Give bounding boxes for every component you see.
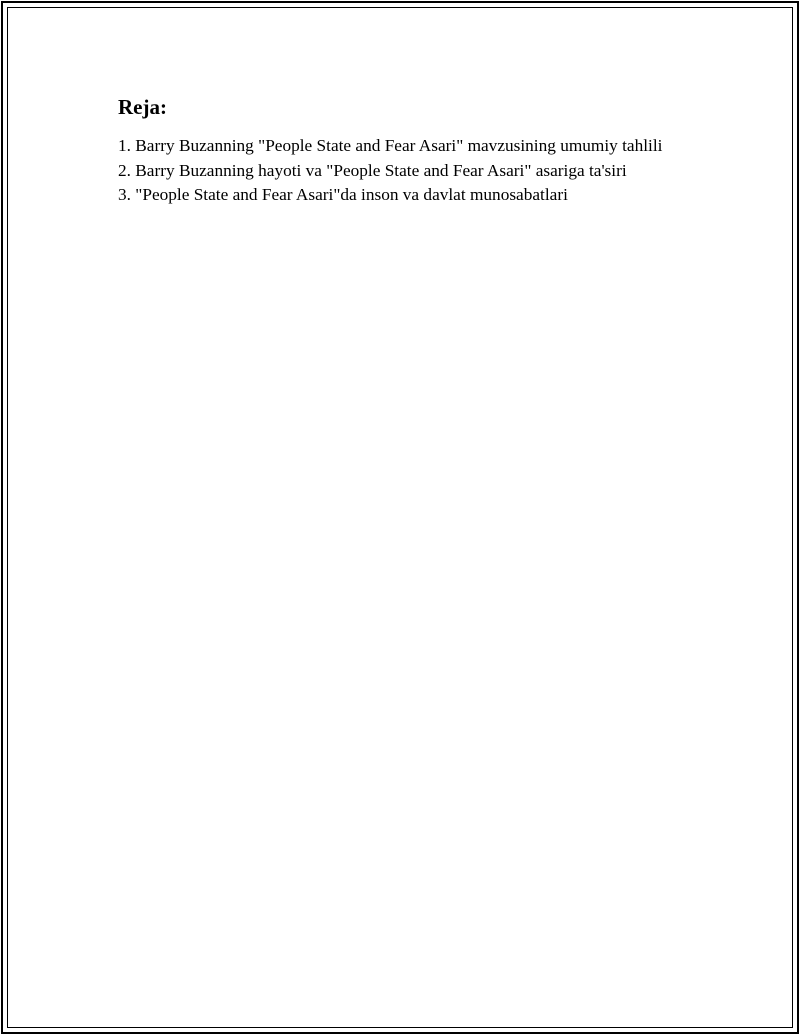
plan-item-3: 3. "People State and Fear Asari"da inson va davlat munosabatlari	[118, 185, 568, 204]
plan-item-1: 1. Barry Buzanning "People State and Fear Asari" mavzusining umumiy tahlili	[118, 136, 663, 155]
plan-heading: Reja:	[118, 95, 167, 119]
plan-list	[118, 134, 678, 208]
document-body	[118, 94, 678, 208]
plan-item-2: 2. Barry Buzanning hayoti va "People State and Fear Asari" asariga ta'siri	[118, 160, 627, 180]
